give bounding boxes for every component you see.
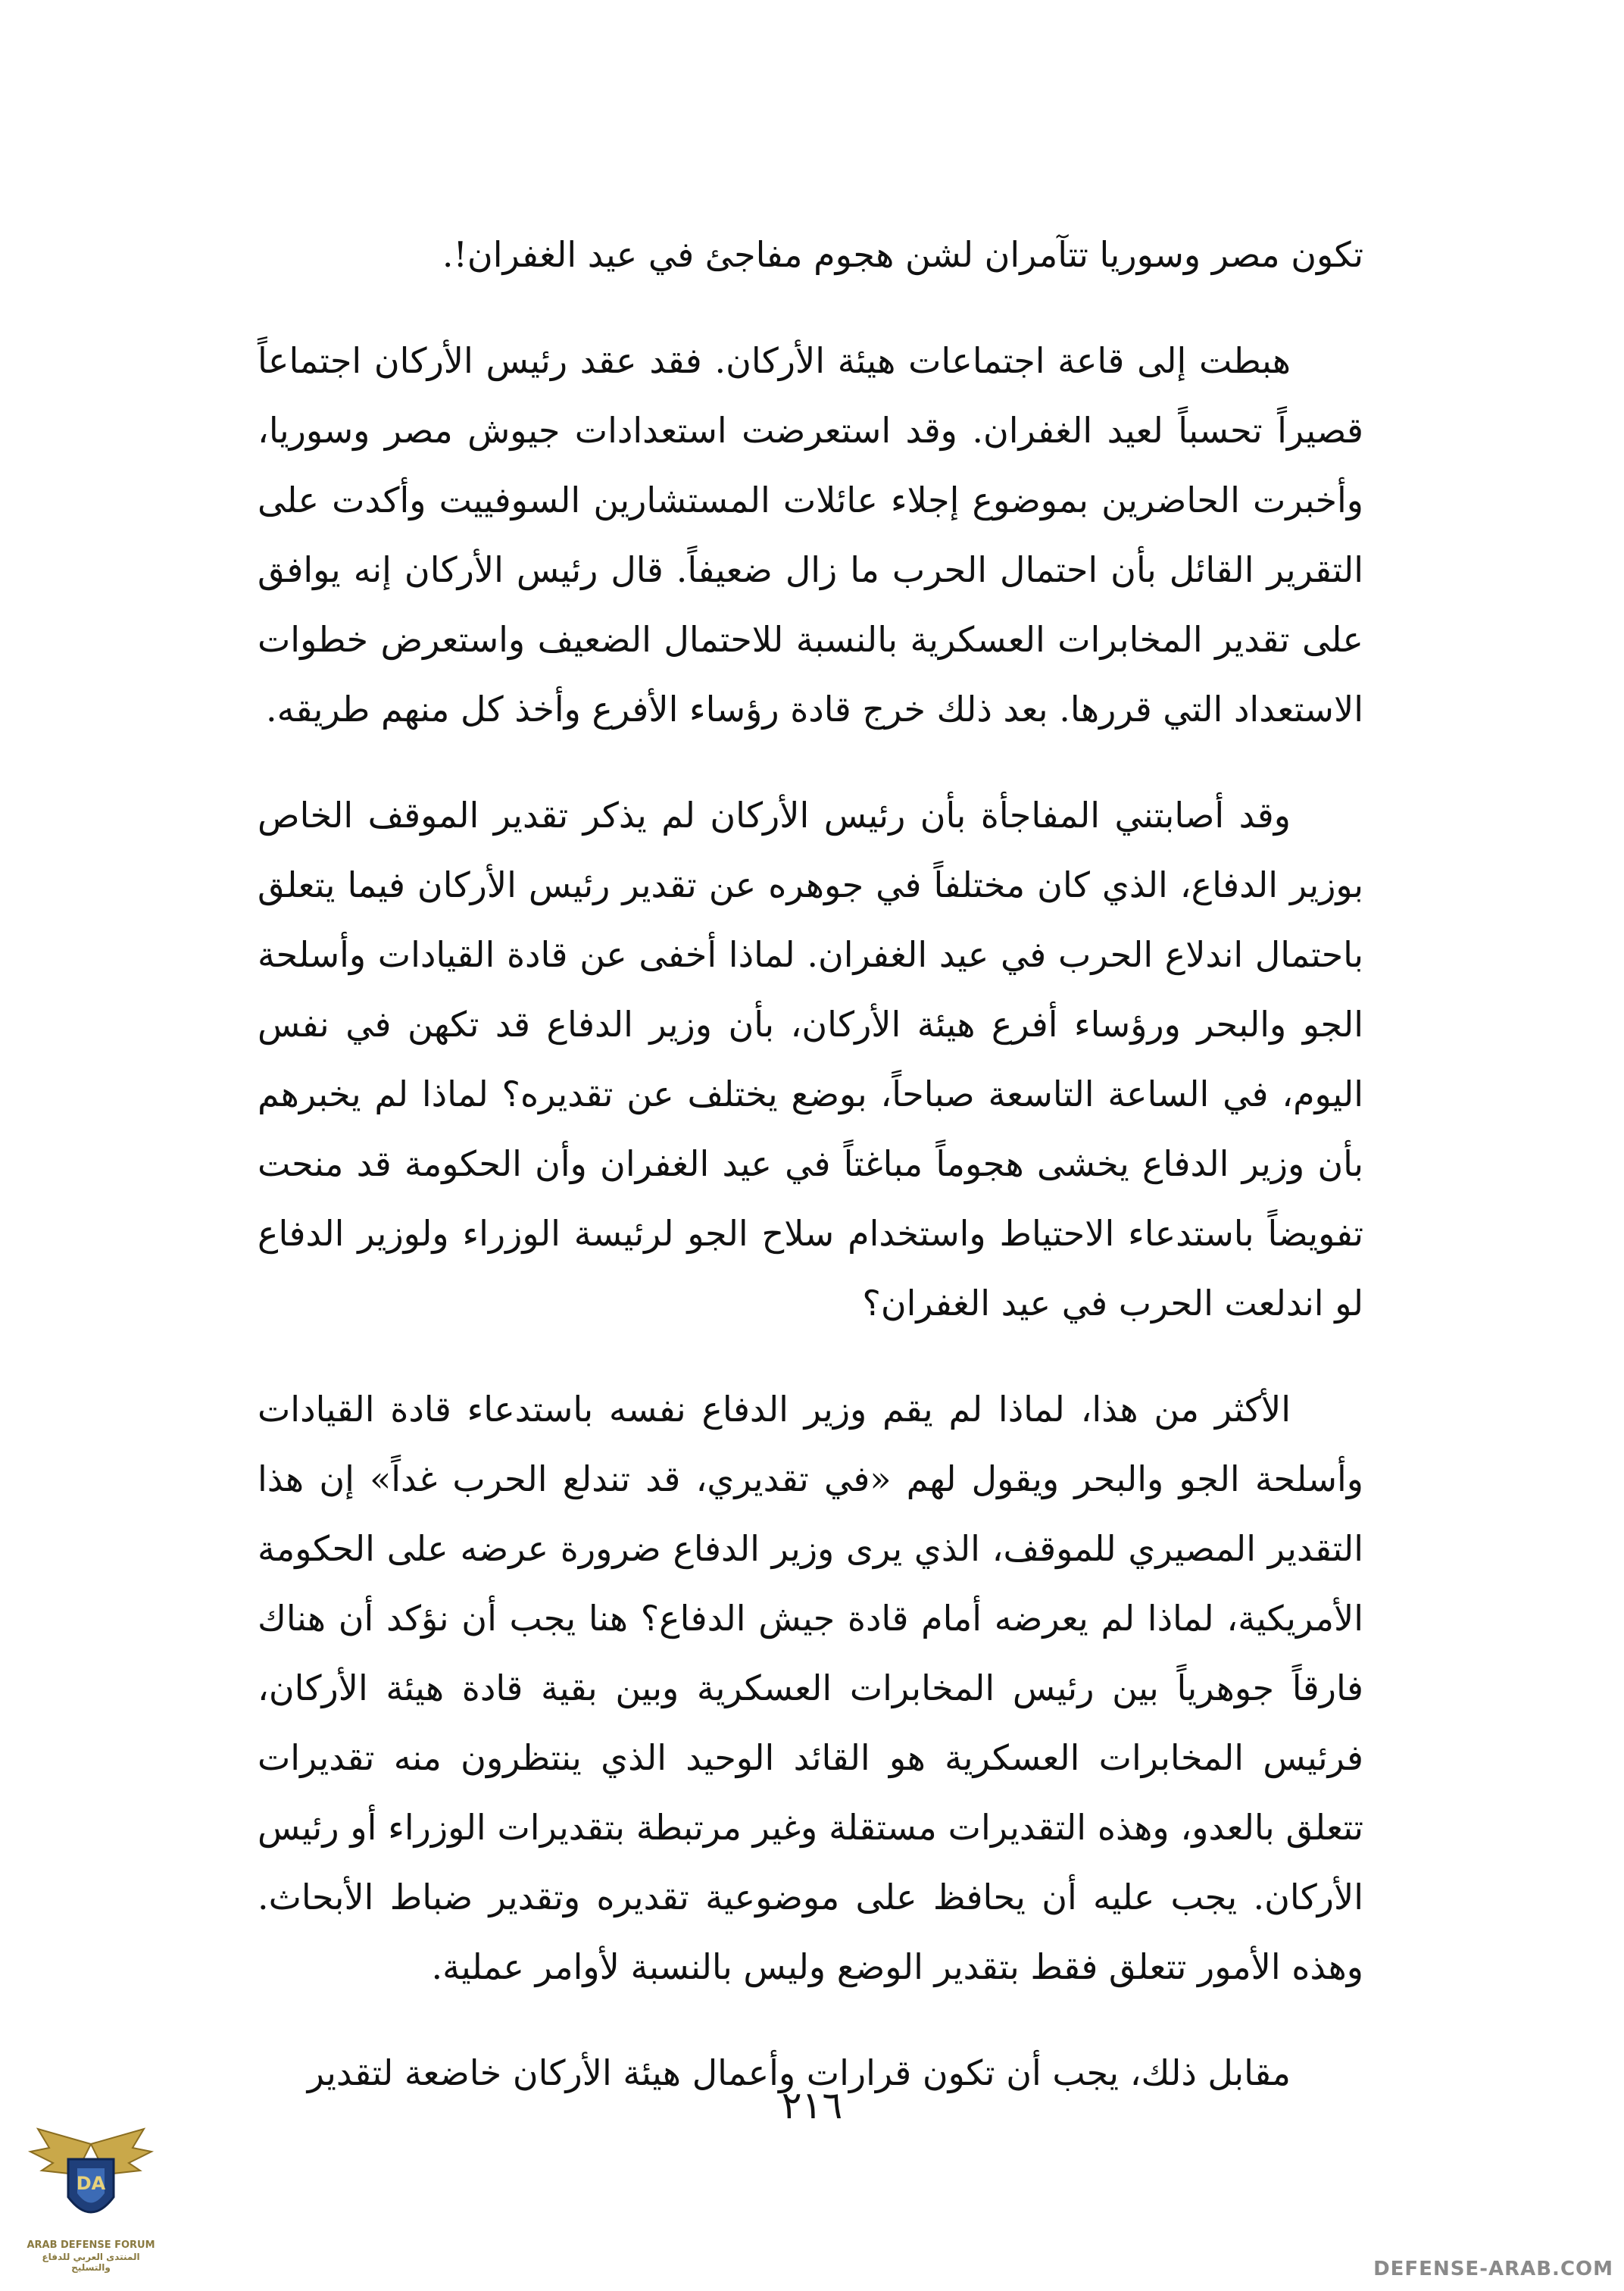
paragraph: وقد أصابتني المفاجأة بأن رئيس الأركان لم يذكر تقدير الموقف الخاص بوزير الدفاع، الذي كان مختلفاً في جوهره عن تقدير رئيس الأركان فيما يتعلق باحتمال اندلاع الحرب في عيد الغفران. لماذا أخفى عن قادة القيادات وأسلحة الجو والبحر ورؤساء أفرع هيئة الأركان، بأن وزير الدفاع قد تكهن في نفس اليوم، في الساعة التاسعة صباحاً، بوضع يختلف عن تقديره؟ لماذا لم يخبرهم بأن وزير الدفاع يخشى هجوماً مباغتاً في عيد الغفران وأن الحكومة قد منحت تفويضاً باستدعاء الاحتياط واستخدام سلاح الجو لرئيسة الوزراء ولوزير الدفاع لو اندلعت الحرب في عيد الغفران؟ xyxy=(258,795,1363,1324)
svg-text:DA: DA xyxy=(76,2173,106,2194)
logo-label-arabic: المنتدى العربي للدفاع والتسليح xyxy=(42,2252,140,2273)
forum-logo xyxy=(23,2114,159,2273)
paragraph: مقابل ذلك، يجب أن تكون قرارات وأعمال هيئة الأركان خاضعة لتقدير xyxy=(307,2052,1291,2093)
paragraph: الأكثر من هذا، لماذا لم يقم وزير الدفاع نفسه باستدعاء قادة القيادات وأسلحة الجو والبحر ويقول لهم «في تقديري، قد تندلع الحرب غداً» إن هذا التقدير المصيري للموقف، الذي يرى وزير الدفاع ضرورة عرضه على الحكومة الأمريكية، لماذا لم يعرضه أمام قادة جيش الدفاع؟ هنا يجب أن نؤكد أن هناك فارقاً جوهرياً بين رئيس المخابرات العسكرية وبين بقية قادة هيئة الأركان، فرئيس المخابرات العسكرية هو القائد الوحيد الذي ينتظرون منه تقديرات تتعلق بالعدو، وهذه التقديرات مستقلة وغير مرتبطة بتقديرات الوزراء أو رئيس الأركان. يجب عليه أن يحافظ على موضوعية تقديره وتقدير ضباط الأبحاث. وهذه الأمور تتعلق فقط بتقدير الوضع وليس بالنسبة لأوامر عملية. xyxy=(258,1389,1363,1987)
page-number: ٢١٦ xyxy=(781,2083,843,2127)
paragraph: هبطت إلى قاعة اجتماعات هيئة الأركان. فقد عقد رئيس الأركان اجتماعاً قصيراً تحسباً لعيد الغفران. وقد استعرضت استعدادات جيوش مصر وسوريا، وأخبرت الحاضرين بموضوع إجلاء عائلات المستشارين السوفييت وأكدت على التقرير القائل بأن احتمال الحرب ما زال ضعيفاً. قال رئيس الأركان إنه يوافق على تقدير المخابرات العسكرية بالنسبة للاحتمال الضعيف واستعرض خطوات الاستعداد التي قررها. بعد ذلك خرج قادة رؤساء الأفرع وأخذ كل منهم طريقه. xyxy=(258,340,1363,730)
logo-label-english: ARAB DEFENSE FORUM xyxy=(27,2239,155,2251)
eagle-shield-icon xyxy=(23,2114,159,2239)
paragraph-continued: تكون مصر وسوريا تتآمران لشن هجوم مفاجئ في عيد الغفران!. xyxy=(442,234,1363,275)
body-text xyxy=(258,220,1363,2144)
site-watermark: DEFENSE-ARAB.COM xyxy=(1373,2258,1613,2280)
